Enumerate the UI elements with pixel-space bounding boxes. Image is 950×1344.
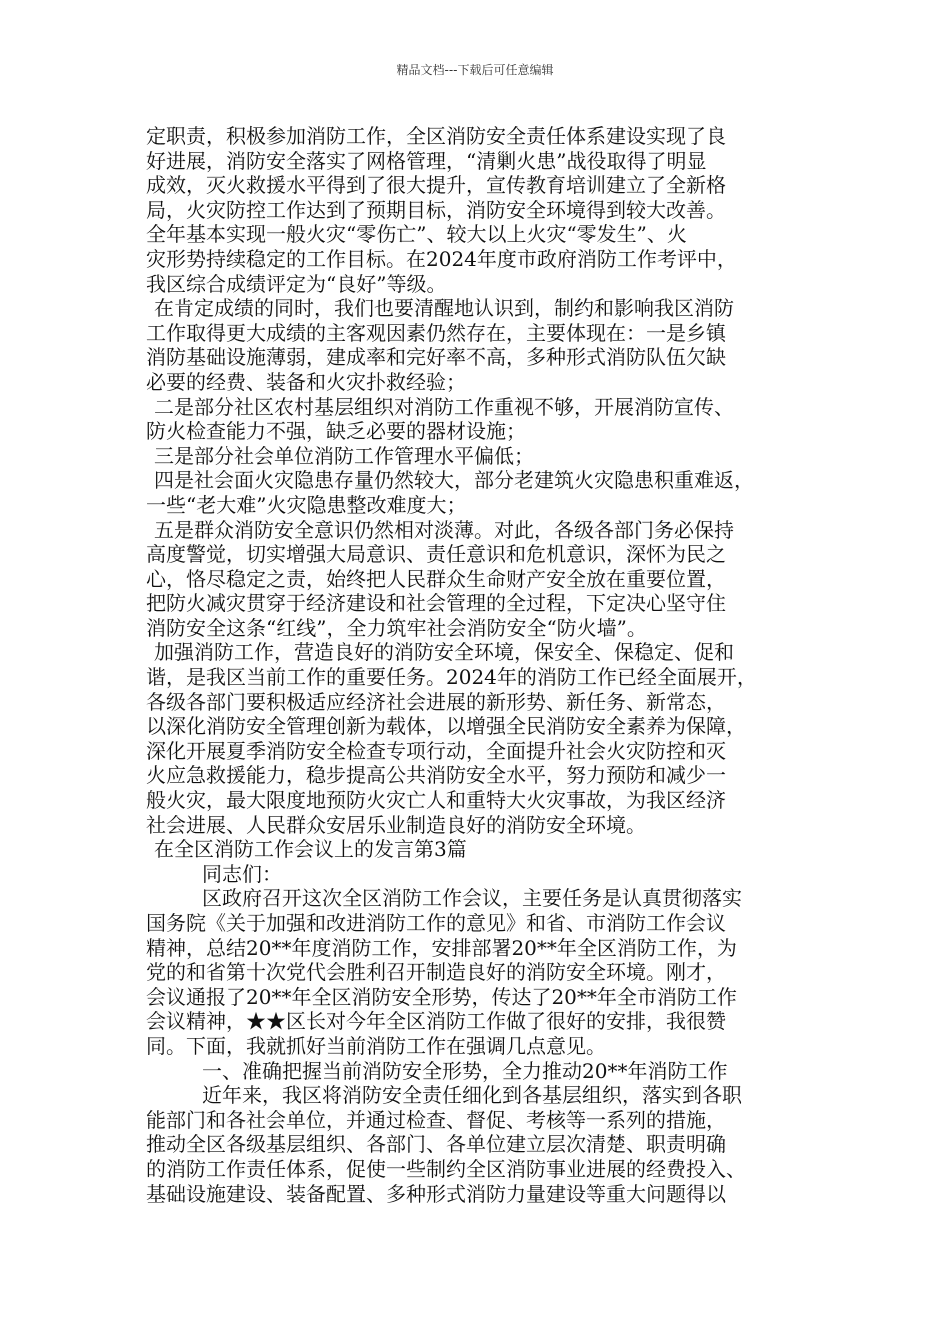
text-line: 近年来，我区将消防安全责任细化到各基层组织，落实到各职 [202,1083,742,1108]
text-line: 在全区消防工作会议上的发言第3篇 [154,837,467,862]
text-line: 的消防工作责任体系，促使一些制约全区消防事业进展的经费投入、 [146,1156,746,1181]
page-header: 精品文档---下载后可任意编辑 [396,63,554,77]
text-line: 全年基本实现一般火灾“零伤亡”、较大以上火灾“零发生”、火 [146,222,687,247]
text-line: 高度警觉，切实增强大局意识、责任意识和危机意识，深怀为民之 [146,542,726,567]
text-line: 成效，灭火救援水平得到了很大提升，宣传教育培训建立了全新格 [146,173,726,198]
text-line: 四是社会面火灾隐患存量仍然较大，部分老建筑火灾隐患积重难返， [154,468,754,493]
text-line: 区政府召开这次全区消防工作会议，主要任务是认真贯彻落实 [202,886,742,911]
text-line: 国务院《关于加强和改进消防工作的意见》和省、市消防工作会议 [146,911,726,935]
text-line: 同。下面，我就抓好当前消防工作在强调几点意见。 [146,1033,606,1058]
text-line: 精神，总结20**年度消防工作，安排部署20**年全区消防工作，为 [146,935,737,960]
text-line: 工作取得更大成绩的主客观因素仍然存在，主要体现在：一是乡镇 [146,320,726,345]
text-line: 三是部分社会单位消防工作管理水平偏低； [154,443,534,468]
text-line: 一、准确把握当前消防安全形势，全力推动20**年消防工作 [202,1058,728,1083]
text-line: 推动全区各级基层组织、各部门、各单位建立层次清楚、职责明确 [146,1132,726,1157]
text-line: 深化开展夏季消防安全检查专项行动，全面提升社会火灾防控和灭 [146,738,726,763]
text-line: 我区综合成绩评定为“良好”等级。 [146,271,447,296]
text-line: 谐，是我区当前工作的重要任务。2024年的消防工作已经全面展开， [146,665,757,690]
text-line: 同志们： [202,861,282,886]
text-line: 心，恪尽稳定之责，始终把人民群众生命财产安全放在重要位置， [146,566,726,591]
text-line: 火应急救援能力，稳步提高公共消防安全水平，努力预防和减少一 [146,763,726,788]
document-body [146,124,826,1206]
text-line: 各级各部门要积极适应经济社会进展的新形势、新任务、新常态， [146,689,726,714]
text-line: 加强消防工作，营造良好的消防安全环境，保安全、保稳定、促和 [154,640,734,665]
text-line: 五是群众消防安全意识仍然相对淡薄。对此，各级各部门务必保持 [154,517,734,542]
text-line: 以深化消防安全管理创新为载体，以增强全民消防安全素养为保障， [146,714,746,739]
text-line: 必要的经费、装备和火灾扑救经验； [146,369,466,394]
text-line: 局，火灾防控工作达到了预期目标，消防安全环境得到较大改善。 [146,197,726,222]
text-line: 一些“老大难”火灾隐患整改难度大； [146,492,467,517]
text-line: 好进展，消防安全落实了网格管理，“清剿火患”战役取得了明显 [146,148,707,173]
text-line: 消防安全这条“红线”，全力筑牢社会消防安全“防火墙”。 [146,615,647,640]
text-line: 防火检查能力不强，缺乏必要的器材设施； [146,419,526,444]
text-line: 消防基础设施薄弱，建成率和完好率不高，多种形式消防队伍欠缺 [146,345,726,370]
text-line: 把防火减灾贯穿于经济建设和社会管理的全过程，下定决心坚守住 [146,591,726,616]
text-line: 社会进展、人民群众安居乐业制造良好的消防安全环境。 [146,812,646,837]
text-line: 党的和省第十次党代会胜利召开制造良好的消防安全环境。刚才， [146,960,726,985]
text-line: 能部门和各社会单位，并通过检查、督促、考核等一系列的措施， [146,1107,726,1132]
text-line: 基础设施建设、装备配置、多种形式消防力量建设等重大问题得以 [146,1181,726,1206]
text-line: 会议通报了20**年全区消防安全形势，传达了20**年全市消防工作 [146,984,737,1009]
text-line: 灾形势持续稳定的工作目标。在2024年度市政府消防工作考评中， [146,246,737,271]
text-line: 定职责，积极参加消防工作，全区消防安全责任体系建设实现了良 [146,124,726,148]
text-line: 般火灾，最大限度地预防火灾亡人和重特大火灾事故，为我区经济 [146,788,726,813]
text-line: 二是部分社区农村基层组织对消防工作重视不够，开展消防宣传、 [154,394,734,419]
text-line: 会议精神，★★区长对今年全区消防工作做了很好的安排，我很赞 [146,1009,726,1034]
text-line: 在肯定成绩的同时，我们也要清醒地认识到，制约和影响我区消防 [154,296,734,321]
